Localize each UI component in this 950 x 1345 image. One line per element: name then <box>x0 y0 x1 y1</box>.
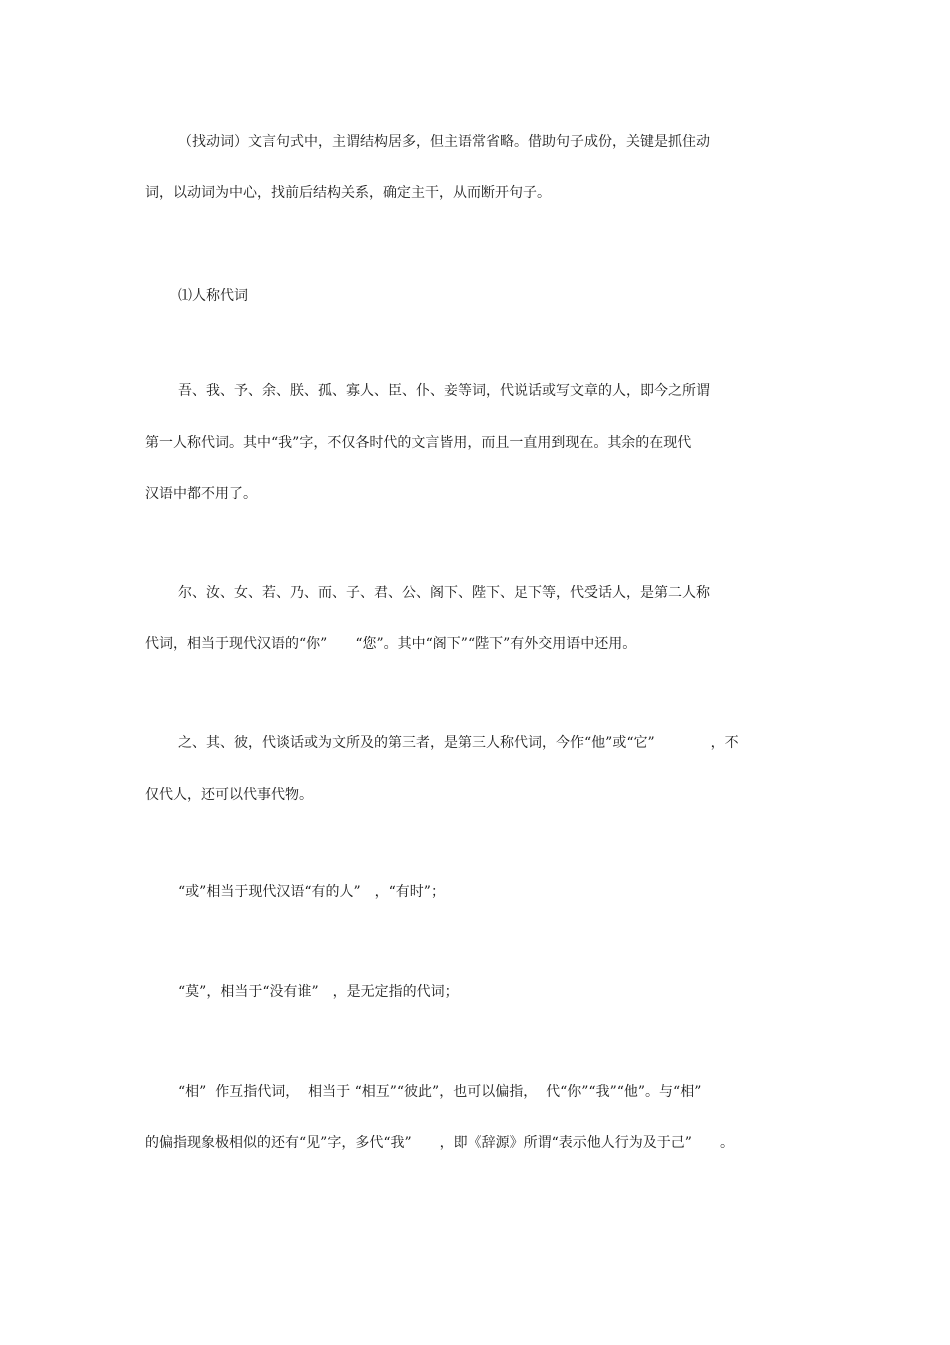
text-line: “莫”，相当于“没有谁” ，是无定指的代词； <box>178 984 459 1000</box>
text-line: 汉语中都不用了。 <box>145 486 257 502</box>
text-line: 仅代人，还可以代事代物。 <box>145 787 313 803</box>
text-line: “或”相当于现代汉语“有的人” ，“有时”； <box>178 884 445 900</box>
text-line: 词，以动词为中心，找前后结构关系，确定主干，从而断开句子。 <box>145 185 551 201</box>
text-line: 代词，相当于现代汉语的“你” “您”。其中“阁下”“陛下”有外交用语中还用。 <box>145 636 637 652</box>
text-line: 第一人称代词。其中“我”字，不仅各时代的文言皆用，而且一直用到现在。其余的在现代 <box>145 435 692 451</box>
text-line: 的偏指现象极相似的还有“见”字，多代“我” ，即《辞源》所谓“表示他人行为及于己” 。 <box>145 1135 734 1151</box>
text-line: （找动词）文言句式中，主谓结构居多，但主语常省略。借助句子成份，关键是抓住动 <box>178 134 710 150</box>
text-line: 吾、我、予、余、朕、孤、寡人、臣、仆、妾等词，代说话或写文章的人，即今之所谓 <box>178 383 710 399</box>
text-line: 之、其、彼，代谈话或为文所及的第三者，是第三人称代词，今作“他”或“它” ，不 <box>178 735 739 751</box>
section-heading: ⑴人称代词 <box>178 288 248 304</box>
text-line: “相” 作互指代词， 相当于 “相互”“彼此”，也可以偏指， 代“你”“我”“他”。与“相” <box>178 1084 702 1100</box>
text-line: 尔、汝、女、若、乃、而、子、君、公、阁下、陛下、足下等，代受话人，是第二人称 <box>178 585 710 601</box>
